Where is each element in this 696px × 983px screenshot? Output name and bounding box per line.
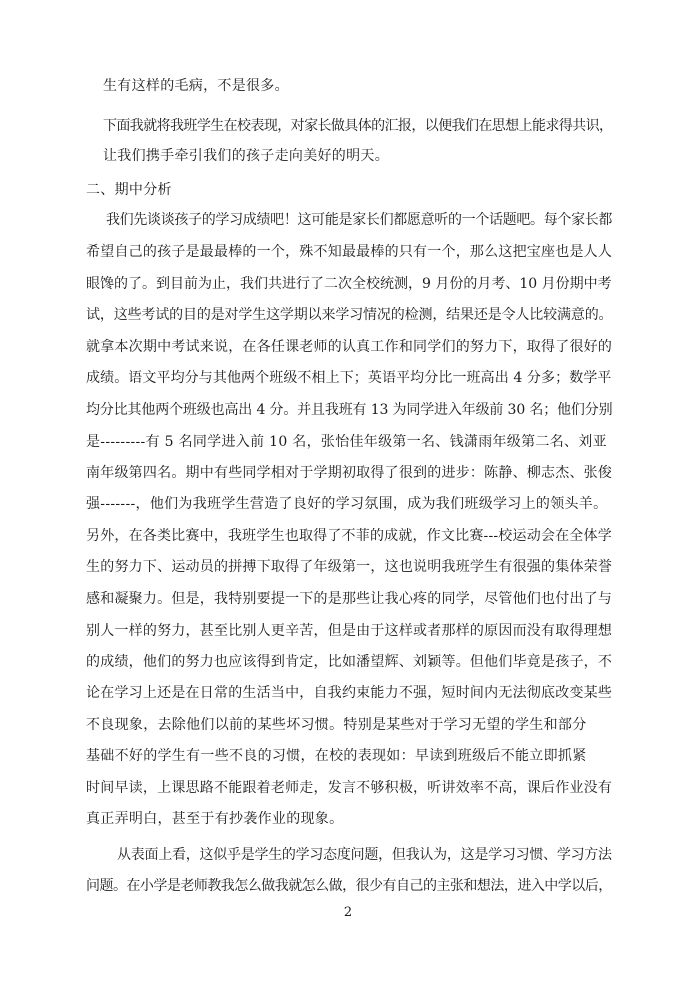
text-line: 的成绩，他们的努力也应该得到肯定，比如潘望辉、刘颖等。但他们毕竟是孩子，不: [86, 654, 613, 670]
text-line: 让我们携手牵引我们的孩子走向美好的明天。: [103, 148, 389, 164]
text-line: 强-------，他们为我班学生营造了良好的学习氛围，成为我们班级学习上的领头羊。: [86, 496, 608, 512]
text-line: 问题。在小学是老师教我怎么做我就怎么做，很少有自己的主张和想法，进入中学以后，: [86, 878, 612, 894]
text-line: 生有这样的毛病，不是很多。: [103, 78, 289, 94]
section-heading: 二、期中分析: [86, 182, 172, 198]
text-line: 我们先谈谈孩子的学习成绩吧！这可能是家长们都愿意听的一个话题吧。每个家长都: [106, 212, 613, 228]
text-line: 感和凝聚力。但是，我特别要提一下的是那些让我心疼的同学，尽管他们也付出了与: [86, 591, 613, 607]
text-line: 时间早读，上课思路不能跟着老师走，发言不够积极，听讲效率不高，课后作业没有: [86, 780, 613, 796]
text-line: 另外，在各类比赛中，我班学生也取得了不菲的成就，作文比赛---校运动会在全体学: [86, 528, 612, 544]
text-line: 生的努力下、运动员的拼搏下取得了年级第一，这也说明我班学生有很强的集体荣誉: [86, 559, 613, 575]
text-line: 下面我就将我班学生在校表现，对家长做具体的汇报，以便我们在思想上能求得共识，: [103, 118, 613, 134]
text-line: 从表面上看，这似乎是学生的学习态度问题，但我认为，这是学习习惯、学习方法: [117, 847, 612, 863]
text-line: 别人一样的努力，甚至比别人更辛苦，但是由于这样或者那样的原因而没有取得理想: [86, 623, 613, 639]
text-line: 论在学习上还是在日常的生活当中，自我约束能力不强，短时间内无法彻底改变某些: [86, 685, 613, 701]
text-line: 试，这些考试的目的是对学生这学期以来学习情况的检测，结果还是令人比较满意的。: [86, 307, 613, 323]
text-line: 南年级第四名。期中有些同学相对于学期初取得了很到的进步：陈静、柳志杰、张俊: [86, 465, 613, 481]
text-line: 不良现象，去除他们以前的某些坏习惯。特别是某些对于学习无望的学生和部分: [86, 717, 587, 733]
text-line: 希望自己的孩子是最最棒的一个，殊不知最最棒的只有一个，那么这把宝座也是人人: [86, 244, 613, 260]
text-line: 眼馋的了。到目前为止，我们共进行了二次全校统测，9 月份的月考、10 月份期中考: [86, 276, 612, 292]
text-line: 真正弄明白，甚至于有抄袭作业的现象。: [86, 811, 344, 827]
page-number: 2: [343, 905, 353, 920]
text-line: 是---------有 5 名同学进入前 10 名，张怡佳年级第一名、钱潇雨年级第二名、刘亚: [86, 434, 607, 450]
text-line: 就拿本次期中考试来说，在各任课老师的认真工作和同学们的努力下，取得了很好的: [86, 339, 613, 355]
text-line: 均分比其他两个班级也高出 4 分。并且我班有 13 为同学进入年级前 30 名；他们分别: [86, 402, 613, 418]
text-line: 成绩。语文平均分与其他两个班级不相上下；英语平均分比一班高出 4 分多；数学平: [86, 370, 612, 386]
text-line: 基础不好的学生有一些不良的习惯，在校的表现如：早读到班级后不能立即抓紧: [86, 748, 587, 764]
